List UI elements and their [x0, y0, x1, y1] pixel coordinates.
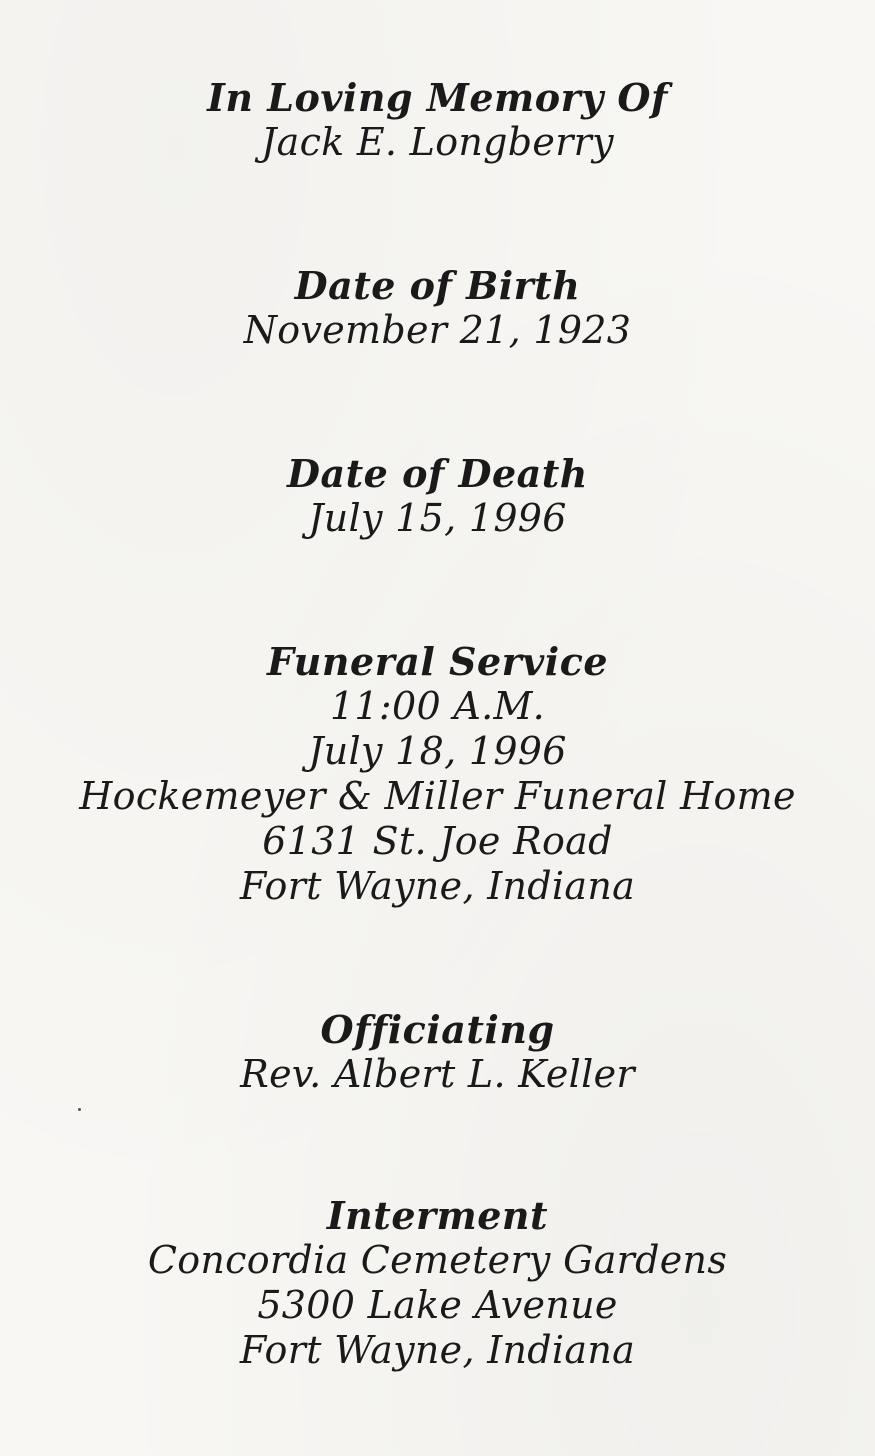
cemetery-name: Concordia Cemetery Gardens: [147, 1238, 728, 1282]
death-heading: Date of Death: [287, 451, 588, 496]
funeral-date: July 18, 1996: [308, 729, 567, 773]
funeral-time: 11:00 A.M.: [329, 684, 546, 728]
officiating-heading: Officiating: [320, 1007, 555, 1052]
interment-section: [0, 1194, 875, 1373]
officiating-section: [0, 1008, 875, 1097]
officiant-name: Rev. Albert L. Keller: [240, 1052, 635, 1096]
birth-date: November 21, 1923: [243, 308, 632, 352]
funeral-home: Hockemeyer & Miller Funeral Home: [79, 774, 796, 818]
death-date: July 15, 1996: [308, 496, 567, 540]
funeral-city: Fort Wayne, Indiana: [239, 864, 636, 908]
death-section: [0, 452, 875, 541]
cemetery-city: Fort Wayne, Indiana: [239, 1328, 636, 1372]
birth-heading: Date of Birth: [294, 263, 581, 308]
funeral-heading: Funeral Service: [266, 639, 609, 684]
birth-section: [0, 264, 875, 353]
deceased-name: Jack E. Longberry: [261, 120, 614, 164]
paper-speck: [78, 1108, 81, 1111]
interment-heading: Interment: [326, 1193, 549, 1238]
funeral-section: [0, 640, 875, 909]
cemetery-street: 5300 Lake Avenue: [257, 1283, 618, 1327]
funeral-street: 6131 St. Joe Road: [262, 819, 613, 863]
memory-section: [0, 76, 875, 165]
memory-heading: In Loving Memory Of: [207, 75, 668, 120]
